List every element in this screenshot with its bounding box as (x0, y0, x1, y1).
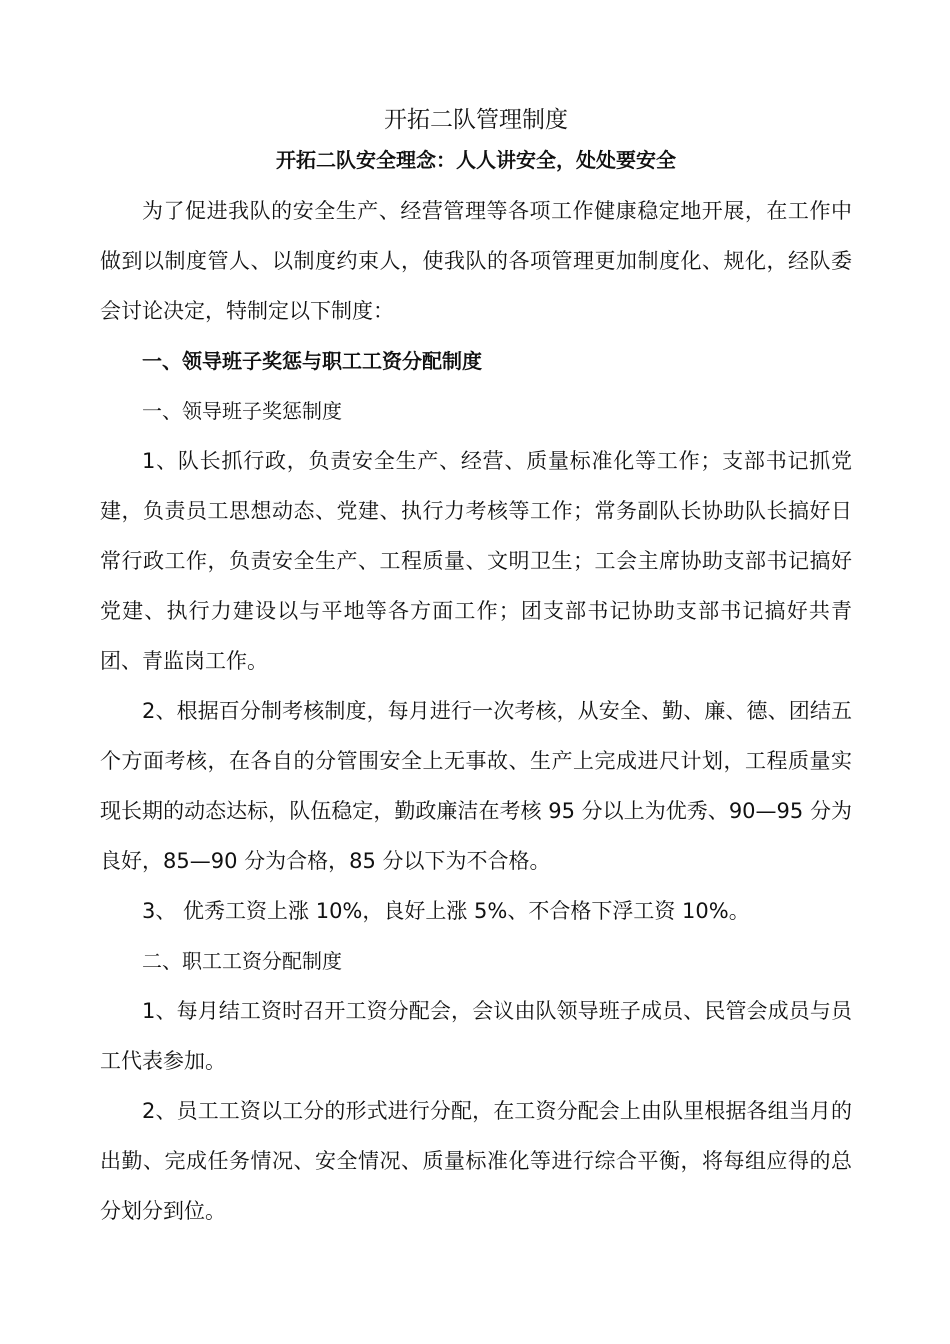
safety-motto: 开拓二队安全理念：人人讲安全，处处要安全 (276, 148, 676, 172)
wages-item-1: 1、每月结工资时召开工资分配会，会议由队领导班子成员、民管会成员与员工代表参加。 (100, 999, 852, 1073)
section-heading: 一、领导班子奖惩与职工工资分配制度 (142, 349, 482, 373)
leadership-item-3: 3、 优秀工资上涨 10%，良好上涨 5%、不合格下浮工资 10%。 (142, 899, 750, 923)
leadership-item-2: 2、根据百分制考核制度，每月进行一次考核，从安全、勤、廉、德、团结五个方面考核，在各自的分管围安全上无事故、生产上完成进尺计划，工程质量实现长期的动态达标，队伍稳定，勤政廉洁在考核 95 分以上为优秀、90—95 分为良好，85—90 分为合格，85 分以下为不合格。 (100, 699, 852, 873)
intro-paragraph: 为了促进我队的安全生产、经营管理等各项工作健康稳定地开展，在工作中做到以制度管人、以制度约束人，使我队的各项管理更加制度化、规化，经队委会讨论决定，特制定以下制度： (100, 199, 852, 323)
document-body (100, 100, 852, 1236)
leadership-item-1: 1、队长抓行政，负责安全生产、经营、质量标准化等工作；支部书记抓党建，负责员工思想动态、党建、执行力考核等工作；常务副队长协助队长搞好日常行政工作，负责安全生产、工程质量、文明卫生；工会主席协助支部书记搞好党建、执行力建设以与平地等各方面工作；团支部书记协助支部书记搞好共青团、青监岗工作。 (100, 449, 852, 673)
subsection-heading-leadership: 一、领导班子奖惩制度 (142, 399, 342, 423)
subsection-heading-wages: 二、职工工资分配制度 (142, 949, 342, 973)
wages-item-2: 2、员工工资以工分的形式进行分配，在工资分配会上由队里根据各组当月的出勤、完成任务情况、安全情况、质量标准化等进行综合平衡，将每组应得的总分划分到位。 (100, 1099, 852, 1223)
document-title: 开拓二队管理制度 (384, 107, 568, 133)
